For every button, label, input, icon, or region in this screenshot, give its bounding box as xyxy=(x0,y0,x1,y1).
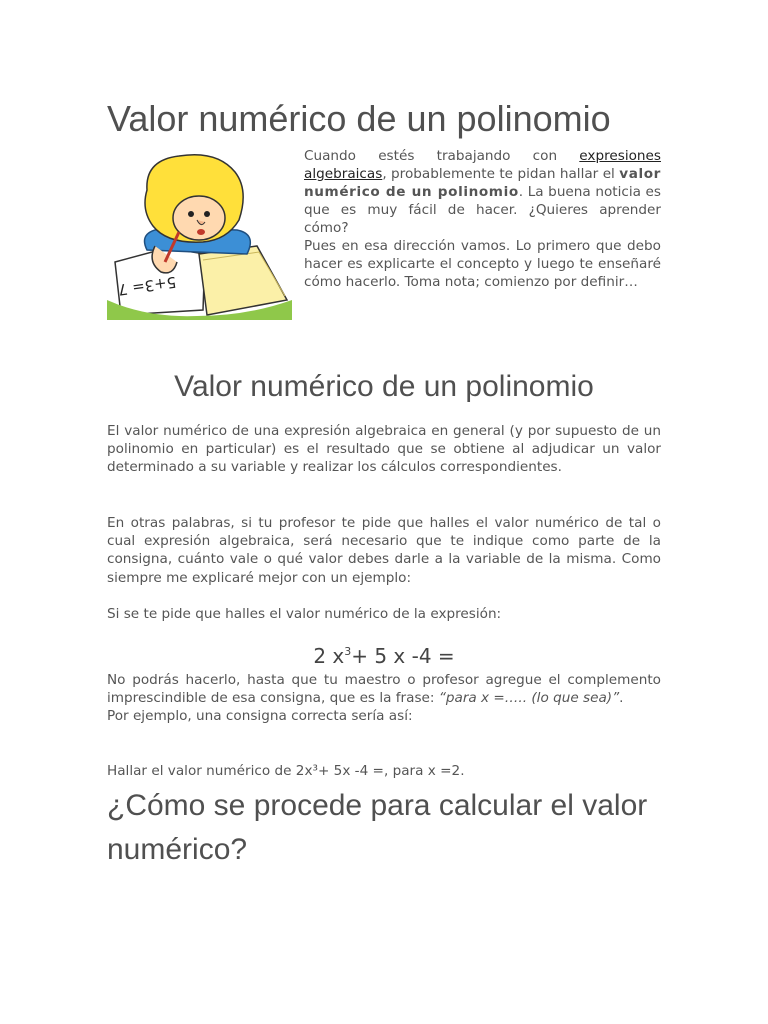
example-statement: Hallar el valor numérico de 2x³+ 5x -4 =, para x =2. xyxy=(107,763,465,779)
procedure-heading: ¿Cómo se procede para calcular el valor numérico? xyxy=(107,789,648,866)
example-intro-paragraph: Si se te pide que halles el valor numérico de la expresión: xyxy=(107,606,502,622)
expresiones-algebraicas-link[interactable]: expresiones algebraicas xyxy=(304,148,661,182)
page-title: Valor numérico de un polinomio xyxy=(107,98,611,139)
intro-text xyxy=(304,147,661,291)
definition-paragraph: El valor numérico de una expresión algebraica en general (y por supuesto de un polinomio en particular) es el resultado que se obtiene al adjudicar un valor determinado a su variable y realizar los cálculos correspondientes. xyxy=(107,423,661,476)
bold-term: valor numérico de un polinomio xyxy=(304,166,661,200)
intro-paragraph-1: Cuando estés trabajando con expresiones algebraicas, probablemente te pidan hallar el valor numérico de un polinomio. La buena noticia es que es muy fácil de hacer. ¿Quieres aprender cómo? xyxy=(304,148,661,236)
intro-paragraph-2: Pues en esa dirección vamos. Lo primero que debo hacer es explicarte el concepto y luego te enseñaré cómo hacerlo. Toma nota; comienzo por definir… xyxy=(304,238,661,290)
section-title: Valor numérico de un polinomio xyxy=(174,370,594,403)
polynomial-formula: 2 $x^3+ 5$ x -4 = xyxy=(313,644,455,668)
explanation-paragraph: En otras palabras, si tu profesor te pide que halles el valor numérico de tal o cual expresión algebraica, será necesario que te indique como parte de la consigna, cuánto vale o qué valor debes darle a la variable de la misma. Como siempre me explicaré mejor con un ejemplo: xyxy=(107,515,661,586)
consigna-paragraph: No podrás hacerlo, hasta que tu maestro o profesor agregue el complemento imprescindible de esa consigna, que es la frase: “para x =….. (lo que sea)”. Por ejemplo, una consigna correcta sería así: xyxy=(107,672,661,725)
illustration-sum-text: 5+3= 7 xyxy=(116,272,178,299)
student-writing-illustration xyxy=(107,150,292,320)
